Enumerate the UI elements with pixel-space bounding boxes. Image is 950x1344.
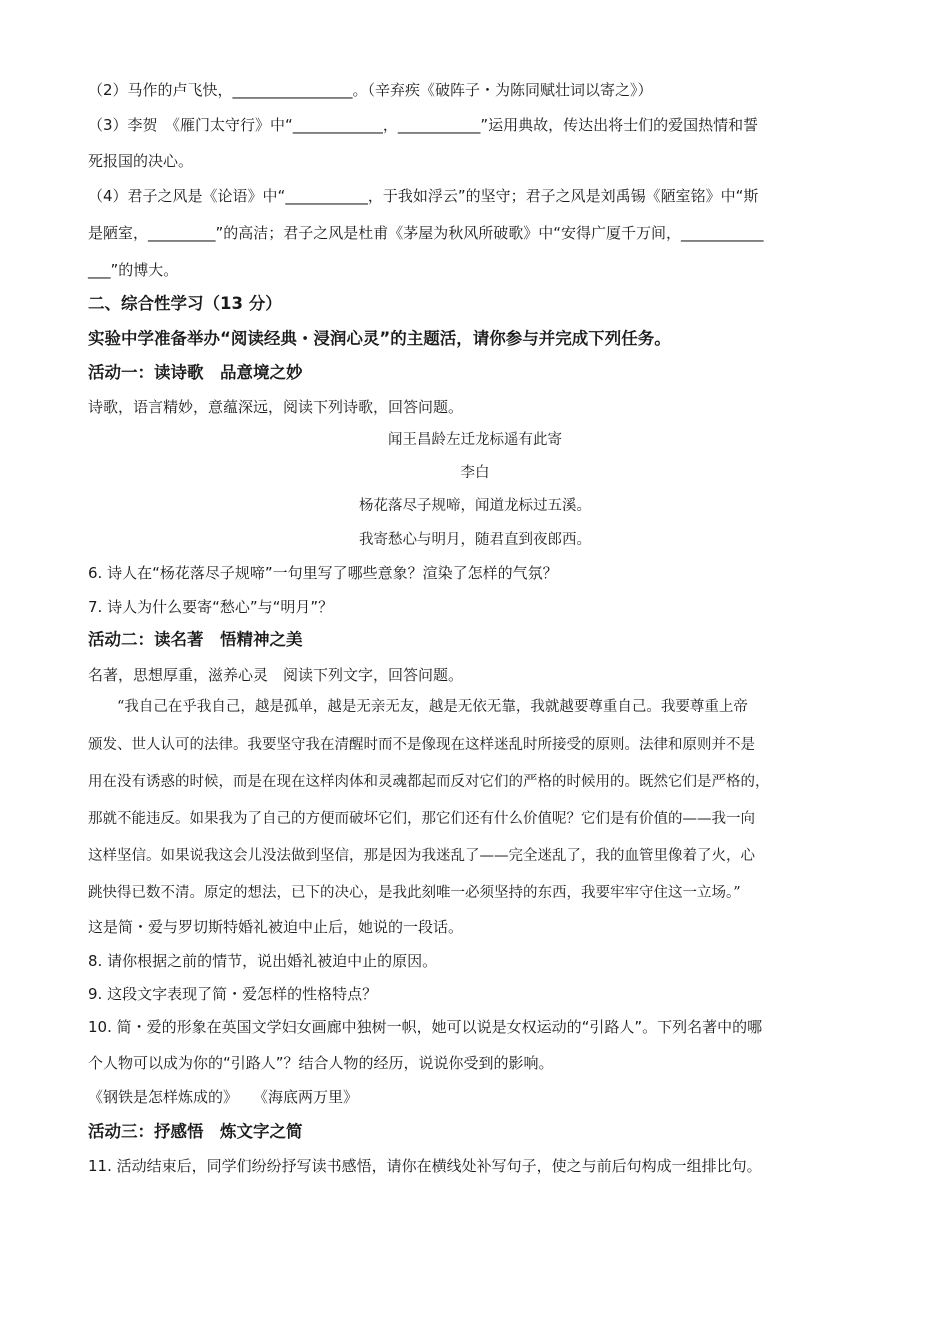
- poem-line-2: 我寄愁心与明月，随君直到夜郎西。: [359, 532, 591, 548]
- passage-line-5: 这样坚信。如果说我这会儿没法做到坚信，那是因为我迷乱了——完全迷乱了，我的血管里像着了火，心: [88, 848, 755, 864]
- question-11: 11. 活动结束后，同学们纷纷抒写读书感悟，请你在横线处补写句子，使之与前后句构成一组排比句。: [88, 1157, 762, 1175]
- poem-line-1: 杨花落尽子规啼，闻道龙标过五溪。: [359, 498, 591, 514]
- question-7: 7. 诗人为什么要寄“愁心”与“明月”？: [88, 598, 334, 616]
- passage-note: 这是简・爱与罗切斯特婚礼被迫中止后，她说的一段话。: [88, 918, 464, 936]
- question-10-line-2: 个人物可以成为你的“引路人”？结合人物的经历，说说你受到的影响。: [88, 1054, 554, 1072]
- poem-author: 李白: [460, 465, 490, 481]
- passage-line-2: 颁发、世人认可的法律。我要坚守我在清醒时而不是像现在这样迷乱时所接受的原则。法律和原则并不是: [88, 737, 755, 753]
- question-3-line-2: 死报国的决心。: [88, 152, 194, 170]
- question-4-line-1: （4）君子之风是《论语》中“___________，于我如浮云”的坚守；君子之风是刘禹锡《陋室铭》中“斯: [88, 187, 759, 205]
- question-6: 6. 诗人在“杨花落尽子规啼”一句里写了哪些意象？渲染了怎样的气氛？: [88, 564, 558, 582]
- question-4-line-2: 是陋室，_________”的高洁；君子之风是杜甫《茅屋为秋风所破歌》中“安得广厦千万间，___________: [88, 224, 764, 242]
- section-2-intro: 实验中学准备举办“阅读经典・浸润心灵”的主题活，请你参与并完成下列任务。: [88, 329, 671, 348]
- question-3-line-1: （3）李贺 《雁门太守行》中“____________，___________”运用典故，传达出将士们的爱国热情和誓: [88, 116, 759, 134]
- section-2-title: 二、综合性学习（13 分）: [88, 294, 282, 313]
- activity-2-title: 活动二：读名著 悟精神之美: [88, 630, 303, 649]
- passage-line-6: 跳快得已数不清。原定的想法，已下的决心，是我此刻唯一必须坚持的东西，我要牢牢守住这一立场。”: [88, 885, 741, 901]
- poem-title: 闻王昌龄左迁龙标遥有此寄: [388, 432, 562, 448]
- passage-line-1: “我自己在乎我自己，越是孤单，越是无亲无友，越是无依无靠，我就越要尊重自己。我要尊重上帝: [88, 699, 748, 715]
- book-list: 《钢铁是怎样炼成的》 《海底两万里》: [88, 1088, 359, 1106]
- question-9: 9. 这段文字表现了简・爱怎样的性格特点？: [88, 985, 378, 1003]
- passage-line-3: 用在没有诱惑的时候，而是在现在这样肉体和灵魂都起而反对它们的严格的时候用的。既然它们是严格的，: [88, 774, 770, 790]
- activity-1-lead: 诗歌，语言精妙，意蕴深远，阅读下列诗歌，回答问题。: [88, 398, 464, 416]
- activity-2-lead: 名著，思想厚重，滋养心灵 阅读下列文字，回答问题。: [88, 666, 464, 684]
- question-10-line-1: 10. 简・爱的形象在英国文学妇女画廊中独树一帜，她可以说是女权运动的“引路人”。下列名著中的哪: [88, 1018, 763, 1036]
- question-2: （2）马作的卢飞快，________________。（辛弃疾《破阵子・为陈同赋壮词以寄之》）: [88, 81, 653, 99]
- passage-line-4: 那就不能违反。如果我为了自己的方便而破坏它们，那它们还有什么价值呢？它们是有价值的——我一向: [88, 811, 755, 827]
- activity-3-title: 活动三：抒感悟 炼文字之简: [88, 1122, 303, 1141]
- question-8: 8. 请你根据之前的情节，说出婚礼被迫中止的原因。: [88, 952, 438, 970]
- question-4-line-3: ___”的博大。: [88, 261, 179, 279]
- activity-1-title: 活动一：读诗歌 品意境之妙: [88, 363, 303, 382]
